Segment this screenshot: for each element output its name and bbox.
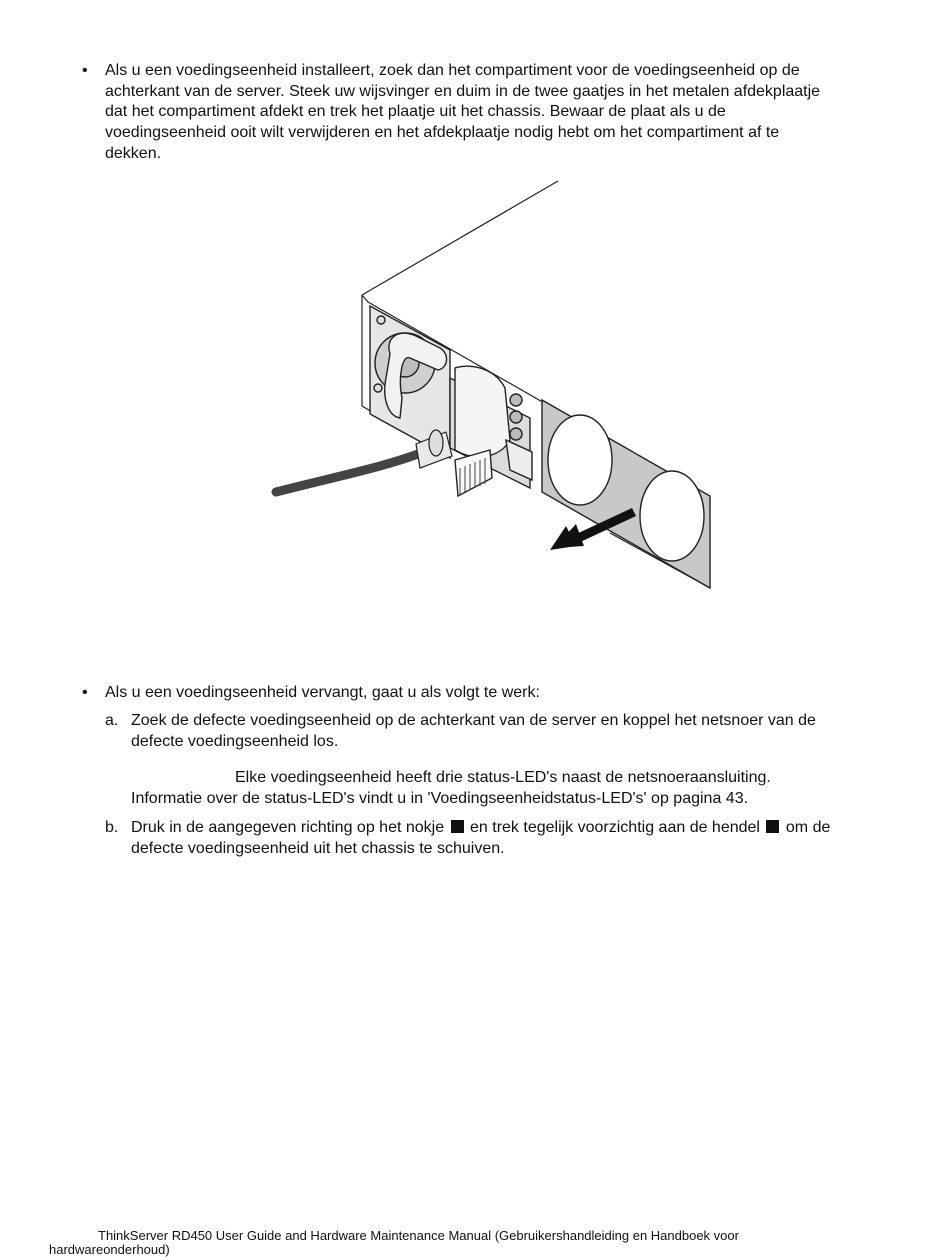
note-line-1: Elke voedingseenheid heeft drie status-LED's naast de netsnoeraansluiting. xyxy=(235,769,771,786)
finger-hole-1 xyxy=(548,415,612,505)
bullet-dot-2: • xyxy=(82,684,88,701)
status-led-3 xyxy=(510,428,522,440)
chassis-top-edge xyxy=(362,181,558,295)
step-b-text-1: Druk in de aangegeven richting op het nokje xyxy=(131,819,445,836)
step-b-text-3: om de xyxy=(785,819,831,836)
intro-line-2: achterkant van de server. Steek uw wijsvinger en duim in de twee gaatjes in het metalen afdekplaatje xyxy=(105,83,821,100)
callout-2-icon xyxy=(766,820,779,833)
intro-line-3: dat het compartiment afdekt en trek het plaatje uit het chassis. Bewaar de plaat als u de xyxy=(105,103,726,120)
finger-hole-2 xyxy=(640,471,704,561)
intro-line-1: Als u een voedingseenheid installeert, zoek dan het compartiment voor de voedingseenheid op de xyxy=(105,62,800,79)
step-b-marker: b. xyxy=(105,819,119,836)
status-led-1 xyxy=(510,394,522,406)
intro-line-4: voedingseenheid ooit wilt verwijderen en het afdekplaatje nodig hebt om het compartiment af te xyxy=(105,124,780,141)
footer-line-1: ThinkServer RD450 User Guide and Hardware Maintenance Manual (Gebruikershandleiding en Handboek voor xyxy=(98,1228,739,1243)
step-a-line-1: Zoek de defecte voedingseenheid op de achterkant van de server en koppel het netsnoer van de xyxy=(131,712,816,729)
step-a-marker: a. xyxy=(105,712,119,729)
bullet-dot: • xyxy=(82,62,88,79)
step-b-text-2: en trek tegelijk voorzichtig aan de hendel xyxy=(470,819,760,836)
footer-line-2: hardwareonderhoud) xyxy=(49,1242,170,1257)
status-led-2 xyxy=(510,411,522,423)
step-b-line-1 xyxy=(131,817,830,838)
step-b-line-2: defecte voedingseenheid uit het chassis te schuiven. xyxy=(131,840,505,857)
power-supply-unit xyxy=(370,306,532,496)
filler-plate xyxy=(542,400,710,588)
power-connector xyxy=(455,366,510,457)
intro-line-5: dekken. xyxy=(105,145,162,162)
release-latch xyxy=(455,450,492,496)
filler-plate-removal-illustration xyxy=(270,178,720,598)
note-line-2: Informatie over de status-LED's vindt u in 'Voedingseenheidstatus-LED's' op pagina 43. xyxy=(131,790,749,807)
replace-heading: Als u een voedingseenheid vervangt, gaat u als volgt te werk: xyxy=(105,684,540,701)
callout-1-icon xyxy=(451,820,464,833)
step-a-line-2: defecte voedingseenheid los. xyxy=(131,733,339,750)
